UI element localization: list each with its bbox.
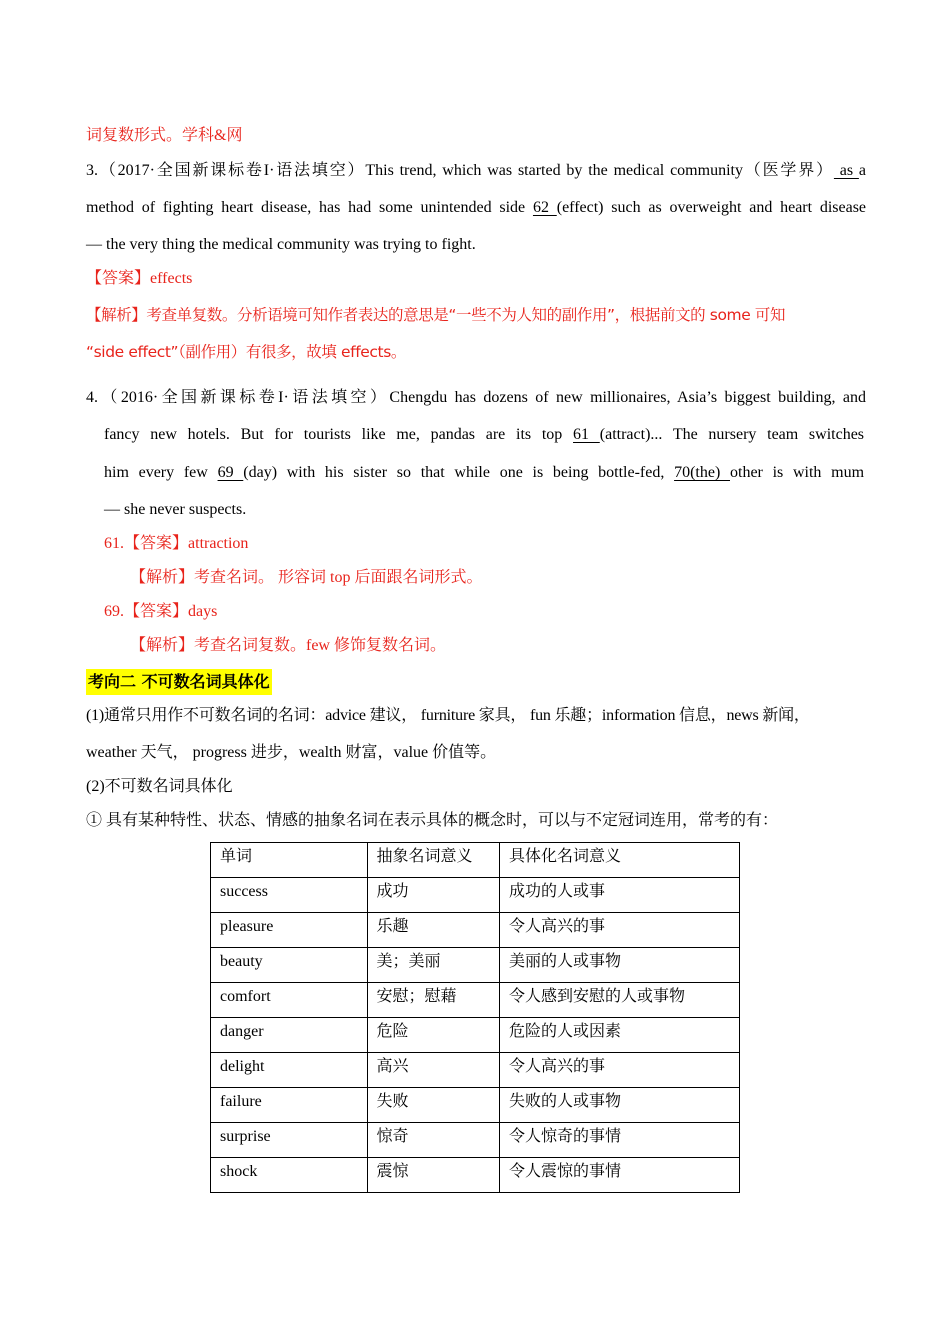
cell-concrete: 危险的人或因素 bbox=[500, 1018, 740, 1053]
intro-line bbox=[86, 125, 866, 147]
cell-concrete: 成功的人或事 bbox=[500, 878, 740, 913]
q3-line1-b: a bbox=[858, 162, 866, 179]
table-row bbox=[211, 1018, 740, 1053]
p2-text: (2)不可数名词具体化 bbox=[86, 778, 233, 795]
cell-abstract: 乐趣 bbox=[367, 913, 500, 948]
q3-analysis-1 bbox=[86, 304, 866, 326]
table-row bbox=[211, 948, 740, 983]
p1-line1: (1)通常只用作不可数名词的名词：advice 建议， furniture 家具， fun 乐趣；information 信息，news 新闻， bbox=[86, 707, 810, 724]
section-heading: 考向二 不可数名词具体化 bbox=[86, 669, 272, 695]
a69-number: 69. bbox=[104, 603, 124, 620]
q4-line3-c: other is with mum bbox=[730, 464, 865, 481]
a69-answer: days bbox=[188, 603, 218, 620]
q4-analysis-61 bbox=[130, 567, 910, 589]
header-abstract-meaning: 抽象名词意义 bbox=[367, 843, 500, 878]
cell-word: comfort bbox=[211, 983, 368, 1018]
q3-answer-value: effects bbox=[150, 270, 193, 287]
q3-line1-a: This trend, which was started by the medical community（医学界） bbox=[365, 162, 834, 179]
blank-61: 61 bbox=[573, 426, 600, 443]
q4-line3-a: him every few bbox=[104, 464, 208, 481]
cell-concrete: 美丽的人或事物 bbox=[500, 948, 740, 983]
cell-abstract: 高兴 bbox=[367, 1053, 500, 1088]
q3-line-2 bbox=[86, 197, 866, 219]
section2-p3 bbox=[86, 810, 866, 832]
cell-abstract: 震惊 bbox=[367, 1158, 500, 1193]
q4-line2-b: (attract)... The nursery team switches bbox=[599, 426, 865, 443]
cell-word: beauty bbox=[211, 948, 368, 983]
cell-abstract: 美；美丽 bbox=[367, 948, 500, 983]
a61-analysis: 【解析】考查名词。 形容词 top 后面跟名词形式。 bbox=[130, 569, 483, 586]
cell-word: shock bbox=[211, 1158, 368, 1193]
q3-number: 3. bbox=[86, 162, 98, 179]
cell-concrete: 失败的人或事物 bbox=[500, 1088, 740, 1123]
q4-answer-61 bbox=[104, 533, 884, 555]
q4-line2-a: fancy new hotels. But for tourists like me, pandas are its top bbox=[104, 426, 563, 443]
cell-concrete: 令人震惊的事情 bbox=[500, 1158, 740, 1193]
cell-abstract: 成功 bbox=[367, 878, 500, 913]
q3-analysis-line2: “side effect”（副作用）有很多，故填 effects。 bbox=[86, 343, 406, 361]
section2-p2 bbox=[86, 776, 866, 798]
table-header-row bbox=[211, 843, 740, 878]
cell-concrete: 令人高兴的事 bbox=[500, 913, 740, 948]
a61-number: 61. bbox=[104, 535, 124, 552]
q3-analysis-2 bbox=[86, 341, 866, 363]
q4-line-2 bbox=[104, 424, 864, 446]
section2-p1-line2 bbox=[86, 742, 866, 764]
cell-word: delight bbox=[211, 1053, 368, 1088]
header-word: 单词 bbox=[211, 843, 368, 878]
intro-text: 词复数形式。学科&网 bbox=[86, 127, 243, 144]
cell-word: failure bbox=[211, 1088, 368, 1123]
blank-62: 62 bbox=[532, 199, 557, 216]
q3-line-1 bbox=[86, 160, 866, 182]
q3-line3: — the very thing the medical community was trying to fight. bbox=[86, 236, 476, 253]
q4-number: 4. bbox=[86, 389, 98, 406]
table-row bbox=[211, 1053, 740, 1088]
cell-concrete: 令人惊奇的事情 bbox=[500, 1123, 740, 1158]
blank-as: as bbox=[833, 162, 859, 179]
a61-label: 【答案】 bbox=[124, 535, 189, 552]
a69-label: 【答案】 bbox=[124, 603, 189, 620]
q4-line4: — she never suspects. bbox=[104, 501, 247, 518]
q4-line-4 bbox=[104, 499, 884, 521]
table-row bbox=[211, 1088, 740, 1123]
p1-line2: weather 天气， progress 进步，wealth 财富，value 价值等。 bbox=[86, 744, 497, 761]
cell-concrete: 令人高兴的事 bbox=[500, 1053, 740, 1088]
a69-analysis: 【解析】考查名词复数。few 修饰复数名词。 bbox=[130, 637, 446, 654]
p3-text: ① 具有某种特性、状态、情感的抽象名词在表示具体的概念时，可以与不定冠词连用，常考的有： bbox=[86, 812, 779, 829]
table-row bbox=[211, 983, 740, 1018]
header-concrete-meaning: 具体化名词意义 bbox=[500, 843, 740, 878]
cell-word: danger bbox=[211, 1018, 368, 1053]
section2-p1-line1 bbox=[86, 705, 866, 727]
cell-concrete: 令人感到安慰的人或事物 bbox=[500, 983, 740, 1018]
cell-abstract: 安慰；慰藉 bbox=[367, 983, 500, 1018]
q4-analysis-69 bbox=[130, 635, 910, 657]
table-row bbox=[211, 1158, 740, 1193]
cell-abstract: 惊奇 bbox=[367, 1123, 500, 1158]
q4-answer-69 bbox=[104, 601, 884, 623]
q3-line2-b: (effect) such as overweight and heart disease bbox=[556, 199, 867, 216]
cell-word: success bbox=[211, 878, 368, 913]
q4-line1: Chengdu has dozens of new millionaires, Asia’s biggest building, and bbox=[389, 389, 866, 406]
q4-line-1 bbox=[86, 387, 866, 409]
cell-word: surprise bbox=[211, 1123, 368, 1158]
q3-line-3 bbox=[86, 234, 866, 256]
vocab-table bbox=[210, 842, 740, 1193]
q4-source: （2016·全国新课标卷I·语法填空） bbox=[98, 389, 390, 406]
cell-abstract: 失败 bbox=[367, 1088, 500, 1123]
cell-abstract: 危险 bbox=[367, 1018, 500, 1053]
q4-line3-b: (day) with his sister so that while one is being bottle-fed, bbox=[243, 464, 665, 481]
cell-word: pleasure bbox=[211, 913, 368, 948]
q3-source: （2017·全国新课标卷I·语法填空） bbox=[98, 162, 366, 179]
blank-70: 70(the) bbox=[674, 464, 730, 481]
table-row bbox=[211, 913, 740, 948]
q3-answer bbox=[86, 268, 866, 290]
a61-answer: attraction bbox=[188, 535, 249, 552]
q4-line-3 bbox=[104, 462, 864, 484]
q3-analysis-line1: 【解析】考查单复数。分析语境可知作者表达的意思是“一些不为人知的副作用”，根据前文的 some 可知 bbox=[86, 306, 786, 324]
table-row bbox=[211, 1123, 740, 1158]
blank-69: 69 bbox=[217, 464, 244, 481]
q3-answer-label: 【答案】 bbox=[86, 270, 151, 287]
table-row bbox=[211, 878, 740, 913]
q3-line2-a: method of fighting heart disease, has had some unintended side bbox=[86, 199, 526, 216]
